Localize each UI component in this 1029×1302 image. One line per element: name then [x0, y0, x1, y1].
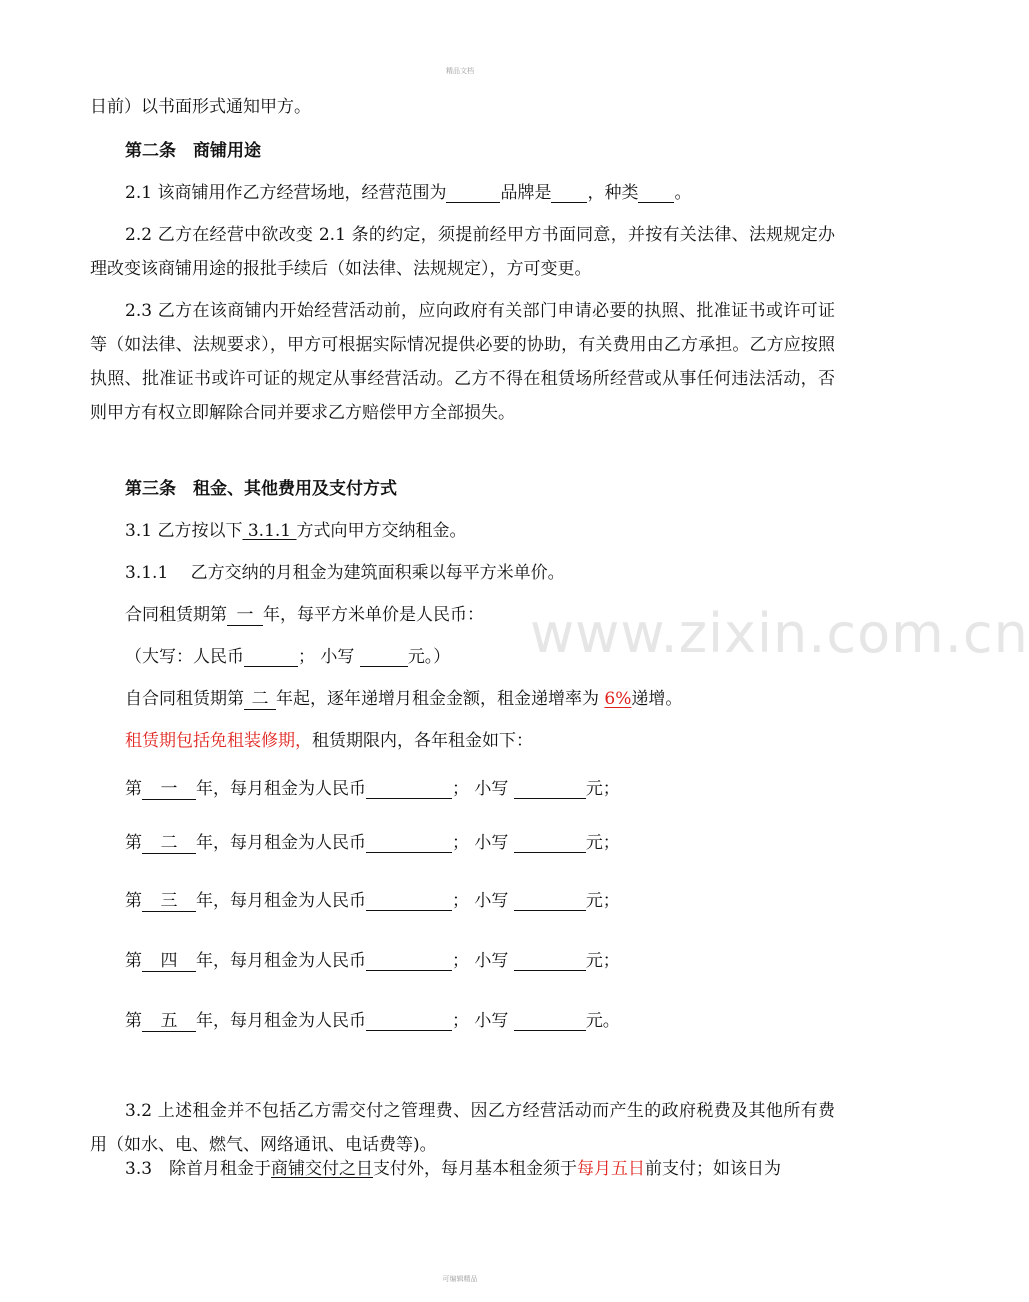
year-number: 二 — [142, 833, 196, 854]
blank-monthly-rent-figures — [514, 950, 586, 971]
page-header-mark: 精品文档 — [446, 67, 474, 75]
clause-2-2: 2.2 乙方在经营中欲改变 2.1 条的约定，须提前经甲方书面同意，并按有关法律、法规规定办理改变该商铺用途的报批手续后（如法律、法规规定），方可变更。 — [90, 225, 835, 279]
yearly-rent-row: 第 五 年，每月租金为人民币 ； 小写 元。 — [125, 1011, 620, 1031]
article-2-title: 第二条 商铺用途 — [125, 141, 261, 161]
clause-3-1-1: 3.1.1 乙方交纳的月租金为建筑面积乘以每平方米单价。 — [125, 563, 565, 583]
page-footer-mark: 可编辑精品 — [442, 1275, 478, 1283]
clause-2-3: 2.3 乙方在该商铺内开始经营活动前，应向政府有关部门申请必要的执照、批准证书或许可证等（如法律、法规要求），甲方可根据实际情况提供必要的协助，有关费用由乙方承担。乙方应按照执照、批准证书或许可证的规定从事经营活动。乙方不得在租赁场所经营或从事任何违法活动，否则甲方有权立即解除合同并要求乙方赔偿甲方全部损失。 — [90, 301, 835, 423]
yearly-rent-row: 第 二 年，每月租金为人民币 ； 小写 元； — [125, 833, 620, 853]
year-number: 一 — [142, 779, 196, 800]
continued-line: 日前）以书面形式通知甲方。 — [90, 97, 311, 117]
blank-monthly-rent-figures — [514, 778, 586, 799]
blank-brand — [551, 182, 587, 203]
blank-words — [244, 646, 298, 667]
blank-monthly-rent — [366, 778, 452, 799]
article-3-title: 第三条 租金、其他费用及支付方式 — [125, 479, 397, 499]
increase-rate: 6% — [604, 689, 632, 709]
blank-monthly-rent-figures — [514, 890, 586, 911]
blank-monthly-rent — [366, 1010, 452, 1031]
watermark: www.zixin.com.cn — [530, 602, 1029, 665]
blank-monthly-rent — [366, 832, 452, 853]
blank-figures — [360, 646, 408, 667]
unit-price-line: 合同租赁期第 一 年，每平方米单价是人民币： — [125, 605, 484, 625]
amount-in-words-line: （大写：人民币 ； 小写 元。） — [125, 647, 451, 667]
rent-free-line: 租赁期包括免租装修期，租赁期限内，各年租金如下： — [125, 731, 533, 751]
blank-monthly-rent-figures — [514, 1010, 586, 1031]
blank-business-scope — [446, 182, 500, 203]
blank-monthly-rent-figures — [514, 832, 586, 853]
year-number: 四 — [142, 951, 196, 972]
clause-3-2: 3.2 上述租金并不包括乙方需交付之管理费、因乙方经营活动而产生的政府税费及其他所有费用（如水、电、燃气、网络通讯、电话费等)。 — [90, 1101, 835, 1155]
yearly-rent-row: 第 三 年，每月租金为人民币 ； 小写 元； — [125, 891, 620, 911]
yearly-rent-row: 第 四 年，每月租金为人民币 ； 小写 元； — [125, 951, 620, 971]
increase-rate-line: 自合同租赁期第 二 年起，逐年递增月租金金额，租金递增率为 6%递增。 — [125, 689, 683, 709]
clause-3-3: 3.3 除首月租金于商铺交付之日支付外，每月基本租金须于每月五日前支付；如该日为 — [125, 1159, 782, 1179]
blank-monthly-rent — [366, 890, 452, 911]
year-number: 三 — [142, 891, 196, 912]
yearly-rent-row: 第 一 年，每月租金为人民币 ； 小写 元； — [125, 779, 620, 799]
blank-category — [638, 182, 674, 203]
clause-3-1: 3.1 乙方按以下 3.1.1 方式向甲方交纳租金。 — [125, 521, 467, 541]
blank-monthly-rent — [366, 950, 452, 971]
clause-2-1: 2.1 该商铺用作乙方经营场地，经营范围为 品牌是 ，种类 。 — [125, 183, 692, 203]
year-number: 五 — [142, 1011, 196, 1032]
